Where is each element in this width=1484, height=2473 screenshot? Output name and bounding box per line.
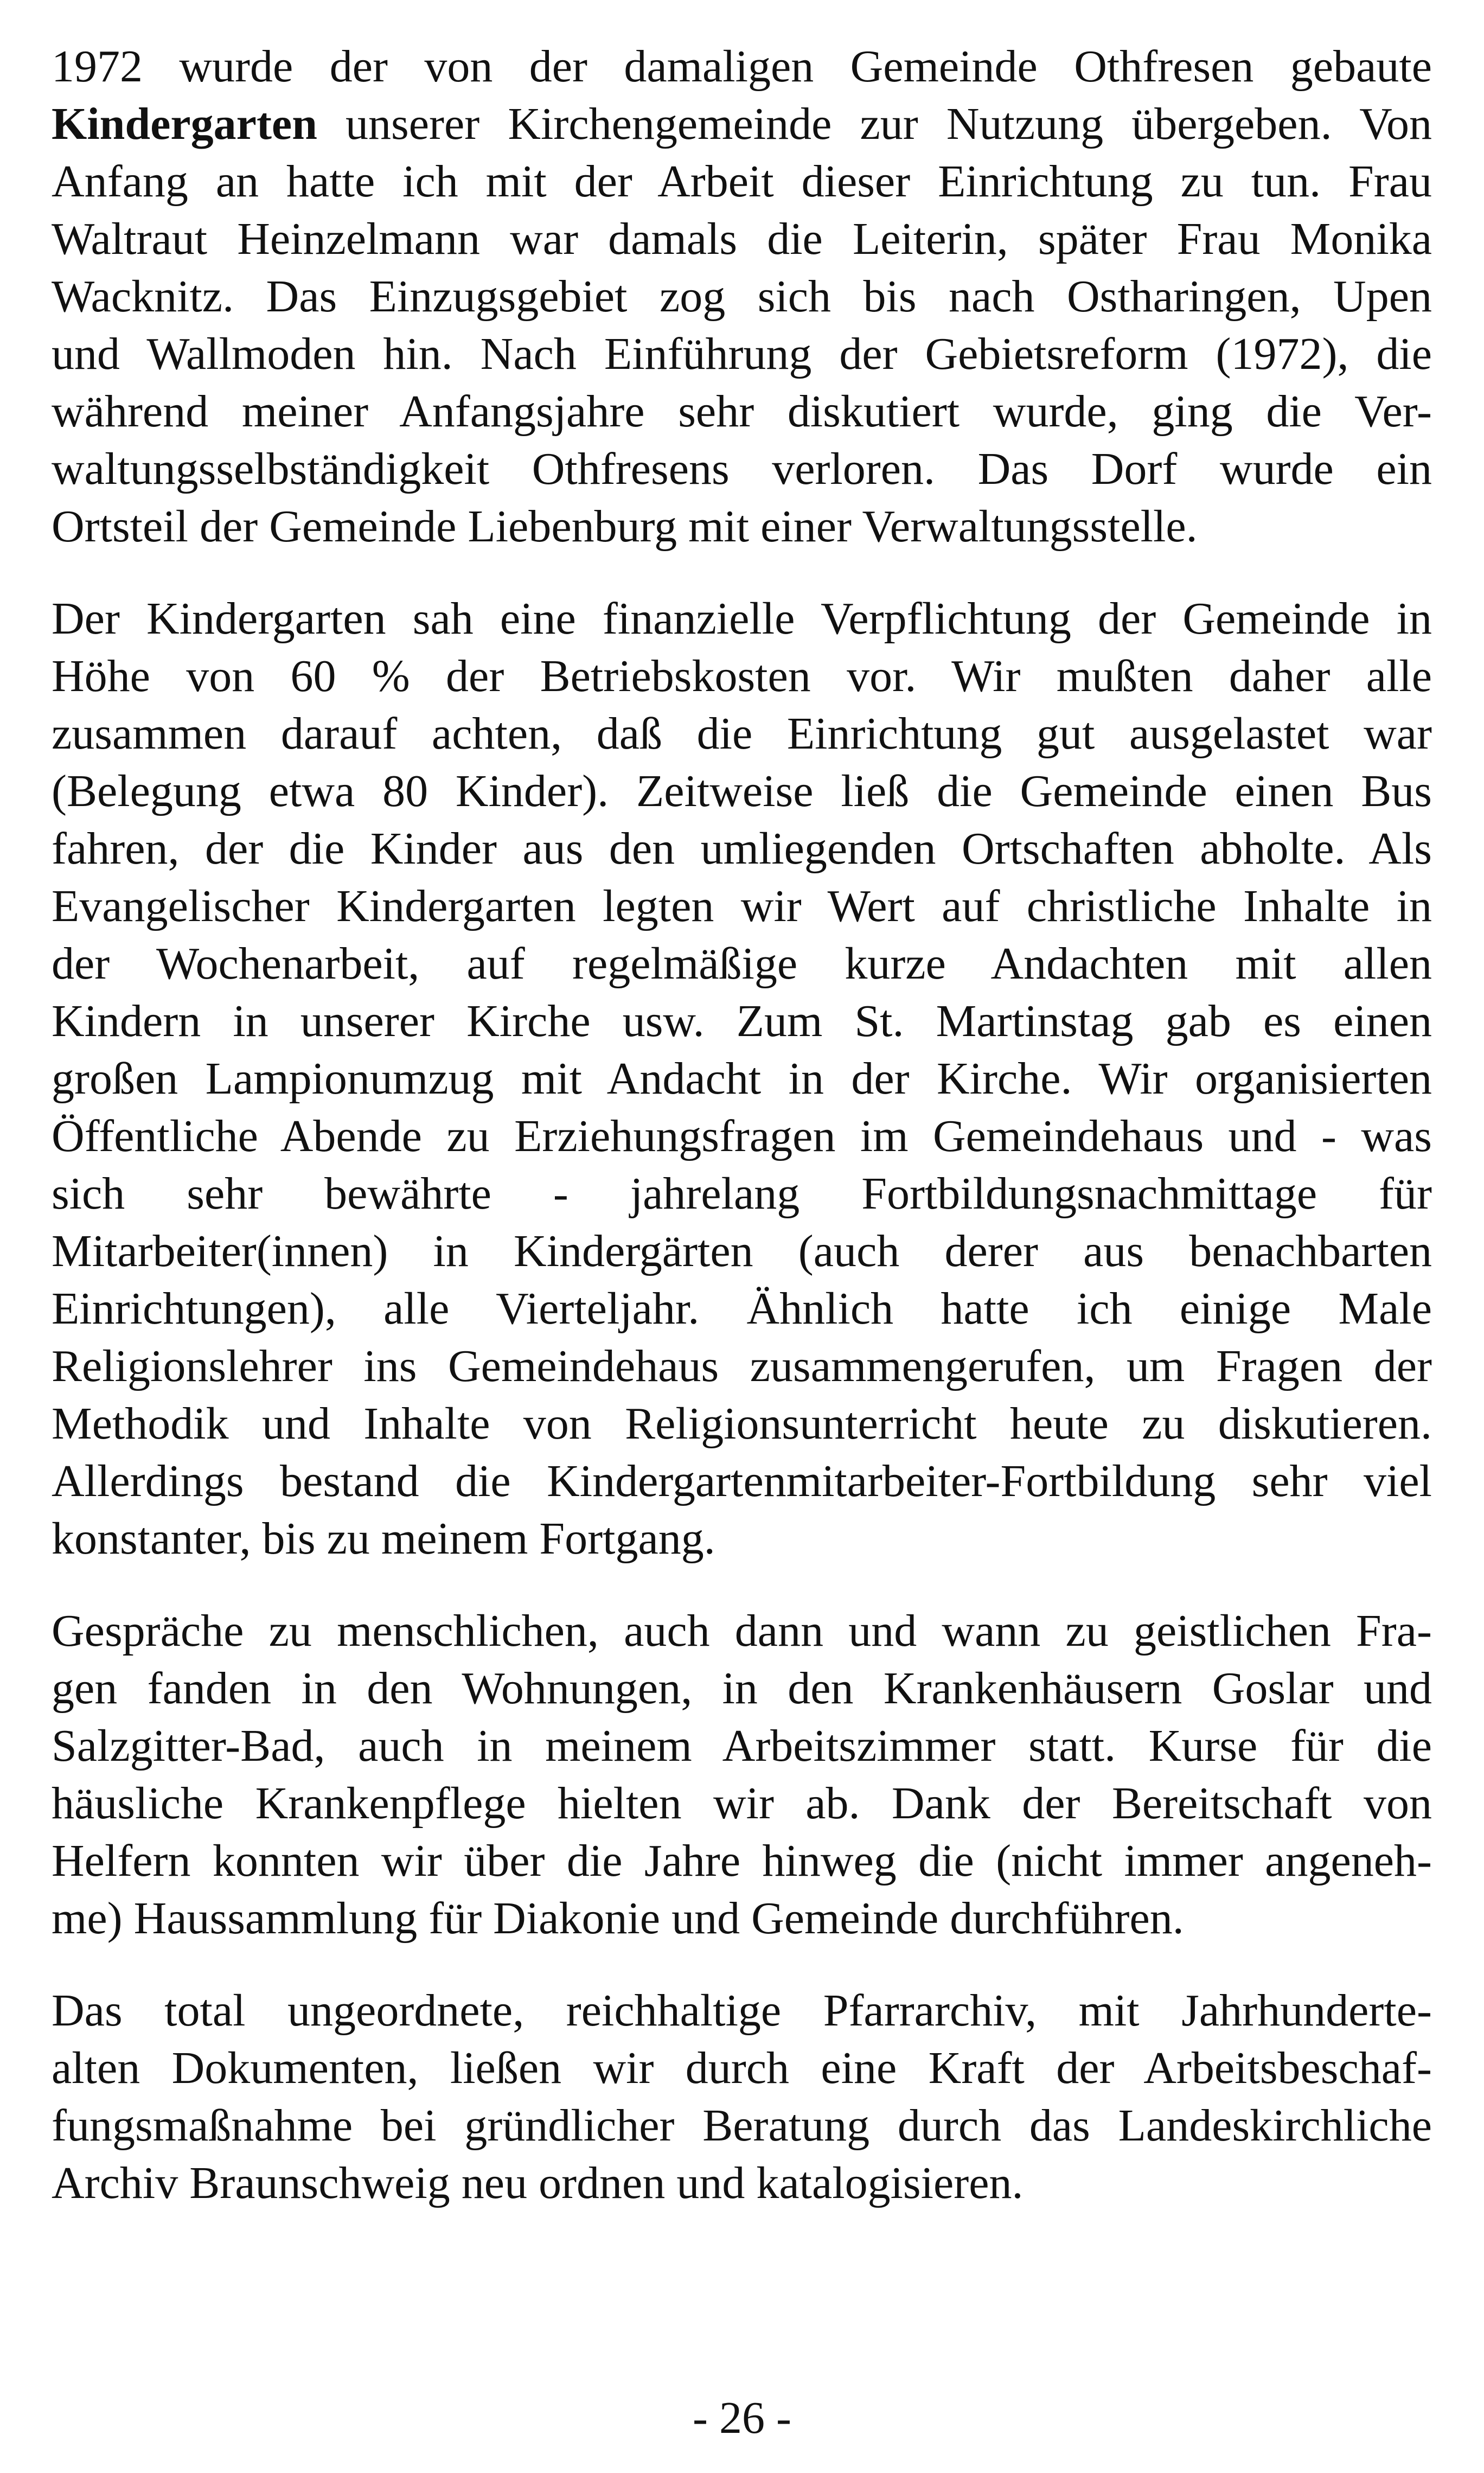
text-line: Evangelischer Kindergarten legten wir Wert auf christliche Inhalte in (52, 881, 1432, 931)
paragraph-3 (52, 1602, 1432, 1947)
text-line: waltungsselbständigkeit Othfresens verloren. Das Dorf wurde ein (52, 444, 1432, 494)
text-line: Allerdings bestand die Kindergartenmitarbeiter-Fortbildung sehr viel (52, 1456, 1432, 1506)
text-line: alten Dokumenten, ließen wir durch eine Kraft der Arbeitsbeschaf- (52, 2043, 1432, 2093)
text-line: großen Lampionumzug mit Andacht in der Kirche. Wir organisierten (52, 1053, 1432, 1104)
text-line: me) Haussammlung für Diakonie und Gemeinde durchführen. (52, 1893, 1184, 1944)
text-line: Religionslehrer ins Gemeindehaus zusammengerufen, um Fragen der (52, 1341, 1432, 1391)
text-line: zusammen darauf achten, daß die Einrichtung gut ausgelastet war (52, 708, 1432, 759)
text-line: (Belegung etwa 80 Kinder). Zeitweise ließ die Gemeinde einen Bus (52, 766, 1432, 816)
text-line: Höhe von 60 % der Betriebskosten vor. Wir mußten daher alle (52, 651, 1432, 701)
paragraph-2 (52, 590, 1432, 1568)
text-line: Einrichtungen), alle Vierteljahr. Ähnlich hatte ich einige Male (52, 1283, 1432, 1334)
text-line: und Wallmoden hin. Nach Einführung der Gebietsreform (1972), die (52, 329, 1432, 379)
paragraph-4 (52, 1982, 1432, 2212)
text-line (52, 95, 1432, 153)
paragraph-1 (52, 38, 1432, 555)
text-line: Gespräche zu menschlichen, auch dann und wann zu geistlichen Fra- (52, 1606, 1432, 1656)
text-line: Kindern in unserer Kirche usw. Zum St. Martinstag gab es einen (52, 996, 1432, 1046)
document-body (52, 38, 1432, 2212)
text-line: fungsmaßnahme bei gründlicher Beratung durch das Landeskirchliche (52, 2100, 1432, 2151)
text-line: Ortsteil der Gemeinde Liebenburg mit einer Verwaltungsstelle. (52, 501, 1198, 552)
text-line: Methodik und Inhalte von Religionsunterricht heute zu diskutieren. (52, 1398, 1432, 1449)
text-line: Waltraut Heinzelmann war damals die Leiterin, später Frau Monika (52, 214, 1432, 264)
text-line: der Wochenarbeit, auf regelmäßige kurze Andachten mit allen (52, 938, 1432, 989)
text-line: Archiv Braunschweig neu ordnen und katalogisieren. (52, 2158, 1024, 2208)
text-line: Salzgitter-Bad, auch in meinem Arbeitszimmer statt. Kurse für die (52, 1721, 1432, 1771)
text-line: fahren, der die Kinder aus den umliegenden Ortschaften abholte. Als (52, 823, 1432, 874)
text-line: Öffentliche Abende zu Erziehungsfragen im Gemeindehaus und - was (52, 1111, 1432, 1161)
text-line-rest: unserer Kirchengemeinde zur Nutzung übergeben. Von (346, 99, 1432, 149)
text-line: Anfang an hatte ich mit der Arbeit dieser Einrichtung zu tun. Frau (52, 156, 1432, 207)
bold-term: Kindergarten (52, 99, 317, 149)
text-line: sich sehr bewährte - jahrelang Fortbildungsnachmittage für (52, 1168, 1432, 1219)
page-number: - 26 - (693, 2393, 791, 2443)
text-line: während meiner Anfangsjahre sehr diskutiert wurde, ging die Ver- (52, 386, 1432, 437)
text-line: Mitarbeiter(innen) in Kindergärten (auch derer aus benachbarten (52, 1226, 1432, 1276)
text-line: häusliche Krankenpflege hielten wir ab. Dank der Bereitschaft von (52, 1778, 1432, 1829)
text-line: 1972 wurde der von der damaligen Gemeinde Othfresen gebaute (52, 41, 1432, 92)
text-line: Der Kindergarten sah eine finanzielle Verpflichtung der Gemeinde in (52, 593, 1432, 644)
text-line: Helfern konnten wir über die Jahre hinweg die (nicht immer angeneh- (52, 1836, 1432, 1886)
text-line: Das total ungeordnete, reichhaltige Pfarrarchiv, mit Jahrhunderte- (52, 1985, 1432, 2036)
text-line: Wacknitz. Das Einzugsgebiet zog sich bis nach Ostharingen, Upen (52, 271, 1432, 322)
text-line: konstanter, bis zu meinem Fortgang. (52, 1513, 715, 1564)
text-line: gen fanden in den Wohnungen, in den Krankenhäusern Goslar und (52, 1663, 1432, 1714)
